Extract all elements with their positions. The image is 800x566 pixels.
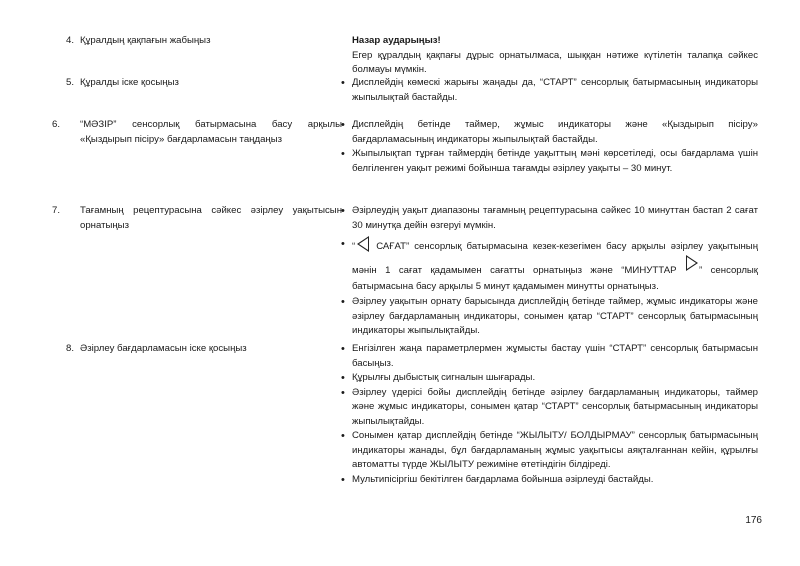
step-8-details <box>340 342 758 487</box>
step-text: Тағамның рецептурасына сәйкес әзірлеу уақытысын орнатыңыз <box>80 205 342 231</box>
attention-note <box>340 34 758 78</box>
right-triangle-icon <box>686 255 698 271</box>
note-title: Назар аударыңыз! <box>352 35 441 46</box>
step-number: 4. <box>66 35 75 46</box>
step-8 <box>66 342 328 357</box>
list-item: • Мультипісіргіш бекітілген бағдарлама бойынша әзірлеуді бастайды. <box>340 473 758 488</box>
step-7-details <box>340 204 758 339</box>
step-number: 8. <box>66 343 75 354</box>
list-item: • Дисплейдің көмескі жарығы жаңады да, “СТАРТ” сенсорлық батырмасының индикаторы жыпылықтай бастайды. <box>340 76 758 105</box>
minute-instruction-text: ” сенсорлық батырмасына басу арқылы 5 минут қадамымен минутты орнатыңыз. <box>352 265 759 292</box>
step-7 <box>52 204 342 233</box>
left-triangle-icon <box>357 236 369 252</box>
step-number: 6. <box>52 119 61 130</box>
list-item: • Сонымен қатар дисплейдің бетінде “ЖЫЛЫТУ/ БОЛДЫРМАУ” сенсорлық батырмасының индикаторы жанады, бұл бағдарламаның жұмыс уақытысы аяқталғаннан кейін, құрылғы автоматты түрде ЖЫЛЫТУ режиміне өтетіндігін білдіреді. <box>340 429 758 473</box>
list-item <box>340 236 758 295</box>
step-6-details <box>340 118 758 176</box>
page-number: 176 <box>745 515 762 526</box>
list-item: • Жыпылықтап тұрған таймердің бетінде уақыттың мәні көрсетіледі, осы бағдарлама үшін белгіленген уақыт режимі бойынша тағамды әзірлеу уақыты – 30 минут. <box>340 147 758 176</box>
step-5-details <box>340 76 758 105</box>
list-item: • Әзірлеудің уақыт диапазоны тағамның рецептурасына сәйкес 10 минуттан бастап 2 сағат 30 минутқа дейін өзгеруі мүмкін. <box>340 204 758 233</box>
list-item: • Әзірлеу уақытын орнату барысында дисплейдің бетінде таймер, жұмыс индикаторы және әзірлеу бағдарламаның индикаторы, сонымен қатар “СТАРТ” сенсорлық батырмасының индикаторы жыпылықтайды. <box>340 295 758 339</box>
step-text: Құралды іске қосыңыз <box>80 77 179 88</box>
step-text: Әзірлеу бағдарламасын іске қосыңыз <box>80 343 247 354</box>
list-item: • Әзірлеу үдерісі бойы дисплейдің бетінде әзірлеу бағдарламаның индикаторы, таймер және жұмыс индикаторы, сонымен қатар “СТАРТ” сенсорлық батырмасының индикаторы жыпылықтайды. <box>340 386 758 430</box>
step-text: “МӘЗІР” сенсорлық батырмасына басу арқылы «Қыздырып пісіру» бағдарламасын таңдаңыз <box>80 119 342 145</box>
list-item: • Енгізілген жаңа параметрлермен жұмысты бастау үшін “СТАРТ” сенсорлық батырмасын басыңыз. <box>340 342 758 371</box>
note-body: Егер құралдың қақпағы дұрыс орнатылмаса, шыққан нәтиже күтілетін талапқа сәйкес болмауы мүмкін. <box>352 49 758 75</box>
step-4 <box>66 34 328 49</box>
step-number: 5. <box>66 77 75 88</box>
list-item: • Дисплейдің бетінде таймер, жұмыс индикаторы және «Қыздырып пісіру» бағдарламасының индикаторы жыпылықтай бастайды. <box>340 118 758 147</box>
hour-instruction-text: САҒАТ” сенсорлық батырмасына кезек-кезегімен басу арқылы әзірлеу уақытының мәнін 1 сағат қадамымен сағатты орнатыңыз және “МИНУТТАР <box>352 241 758 276</box>
list-item: • Құрылғы дыбыстық сигналын шығарады. <box>340 371 758 386</box>
step-5 <box>66 76 328 91</box>
step-text: Құралдың қақпағын жабыңыз <box>80 35 211 46</box>
step-6 <box>52 118 342 147</box>
open-quote: “ <box>352 241 356 252</box>
step-number: 7. <box>52 205 61 216</box>
